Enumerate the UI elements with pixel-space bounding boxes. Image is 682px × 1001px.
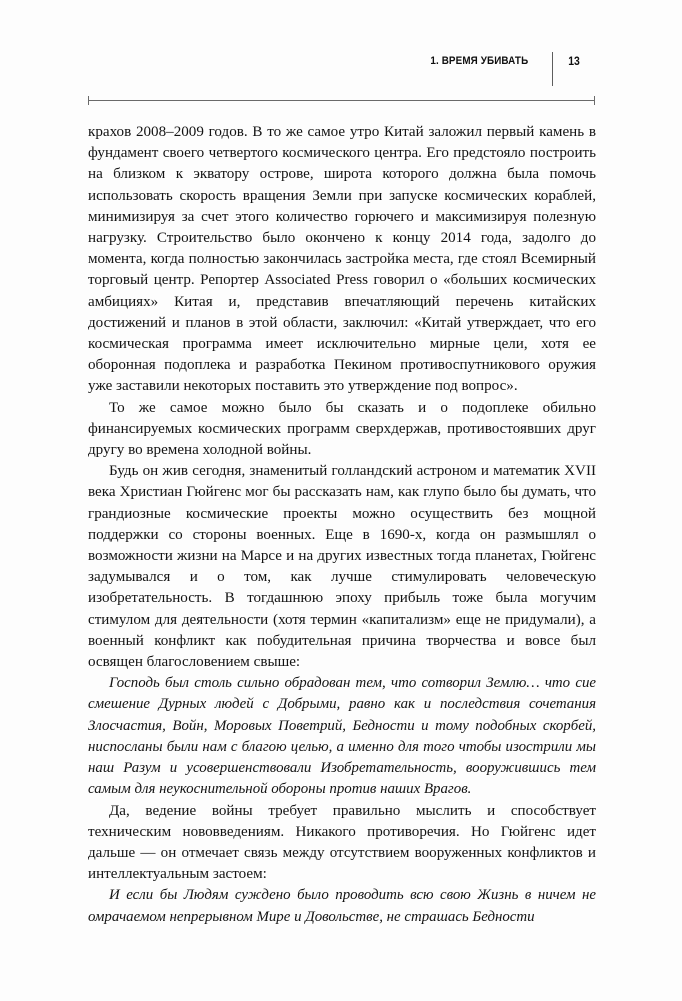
- chapter-title: 1. ВРЕМЯ УБИВАТЬ: [430, 55, 528, 67]
- block-quote: И если бы Людям суждено было проводить всю свою Жизнь в ничем не омрачаемом непрерывном Мире и Довольстве, не страшась Бедности: [88, 887, 596, 925]
- header-rule-bar: [88, 100, 595, 101]
- paragraph: крахов 2008–2009 годов. В то же самое утро Китай заложил первый камень в фундамент своего четвертого космического центра. Его предстояло построить на близком к экватору острове, широта которого должна была помочь использовать скорость вращения Земли при запуске космических кораблей, минимизируя за счет этого количество горючего и максимизируя полезную нагрузку. Строительство было окончено к концу 2014 года, задолго до момента, когда полностью закончилась застройка места, где стоял Всемирный торговый центр. Репортер Associated Press говорил о «больших космических амбициях» Китая и, представив впечатляющий перечень китайских достижений и планов в этой области, заключил: «Китай утверждает, что его космическая программа имеет исключительно мирные цели, хотя ее оборонная подоплека и разработка Пекином противоспутникового оружия уже заставили некоторых поставить это утверждение под вопрос».: [88, 124, 596, 395]
- header-rule: [88, 96, 595, 105]
- block-quote: Господь был столь сильно обрадован тем, что сотворил Землю… что сие смешение Дурных людей с Добрыми, равно как и последствия сочетания Злосчастия, Войн, Моровых Поветрий, Бедности и тому подобных скорбей, ниспосланы были нам с благою целью, а именно для того чтобы изострили мы наш Разум и усовершенствовали Изобретательность, вооружившись тем самым для неукоснительной обороны против наших Врагов.: [88, 675, 596, 798]
- paragraph: Будь он жив сегодня, знаменитый голландский астроном и математик XVII века Христиан Гюйгенс мог бы рассказать нам, как глупо было бы думать, что грандиозные космические проекты можно осуществить без мощной поддержки со стороны военных. Еще в 1690-х, когда он размышлял о возможности жизни на Марсе и на других известных тогда планетах, Гюйгенс задумывался и о том, как лучше стимулировать человеческую изобретательность. В тогдашнюю эпоху прибыль тоже была могучим стимулом для деятельности (хотя термин «капитализм» еще не придумали), а военный конфликт как побудительная причина творчества и вовсе был освящен благословением свыше:: [88, 463, 596, 671]
- header-rule-cap-right: [594, 96, 595, 105]
- paragraph: Да, ведение войны требует правильно мыслить и способствует техническим нововведениям. Никакого противоречия. Но Гюйгенс идет дальше — он отмечает связь между отсутствием вооруженных конфликтов и интеллектуальным застоем:: [88, 802, 596, 883]
- page-number: 13: [568, 55, 580, 68]
- running-head: [88, 52, 595, 80]
- body-text-block: [88, 122, 596, 928]
- paragraph: То же самое можно было бы сказать и о подоплеке обильно финансируемых космических программ сверхдержав, противостоявших друг другу во времена холодной войны.: [88, 399, 596, 459]
- running-head-divider: [552, 52, 553, 86]
